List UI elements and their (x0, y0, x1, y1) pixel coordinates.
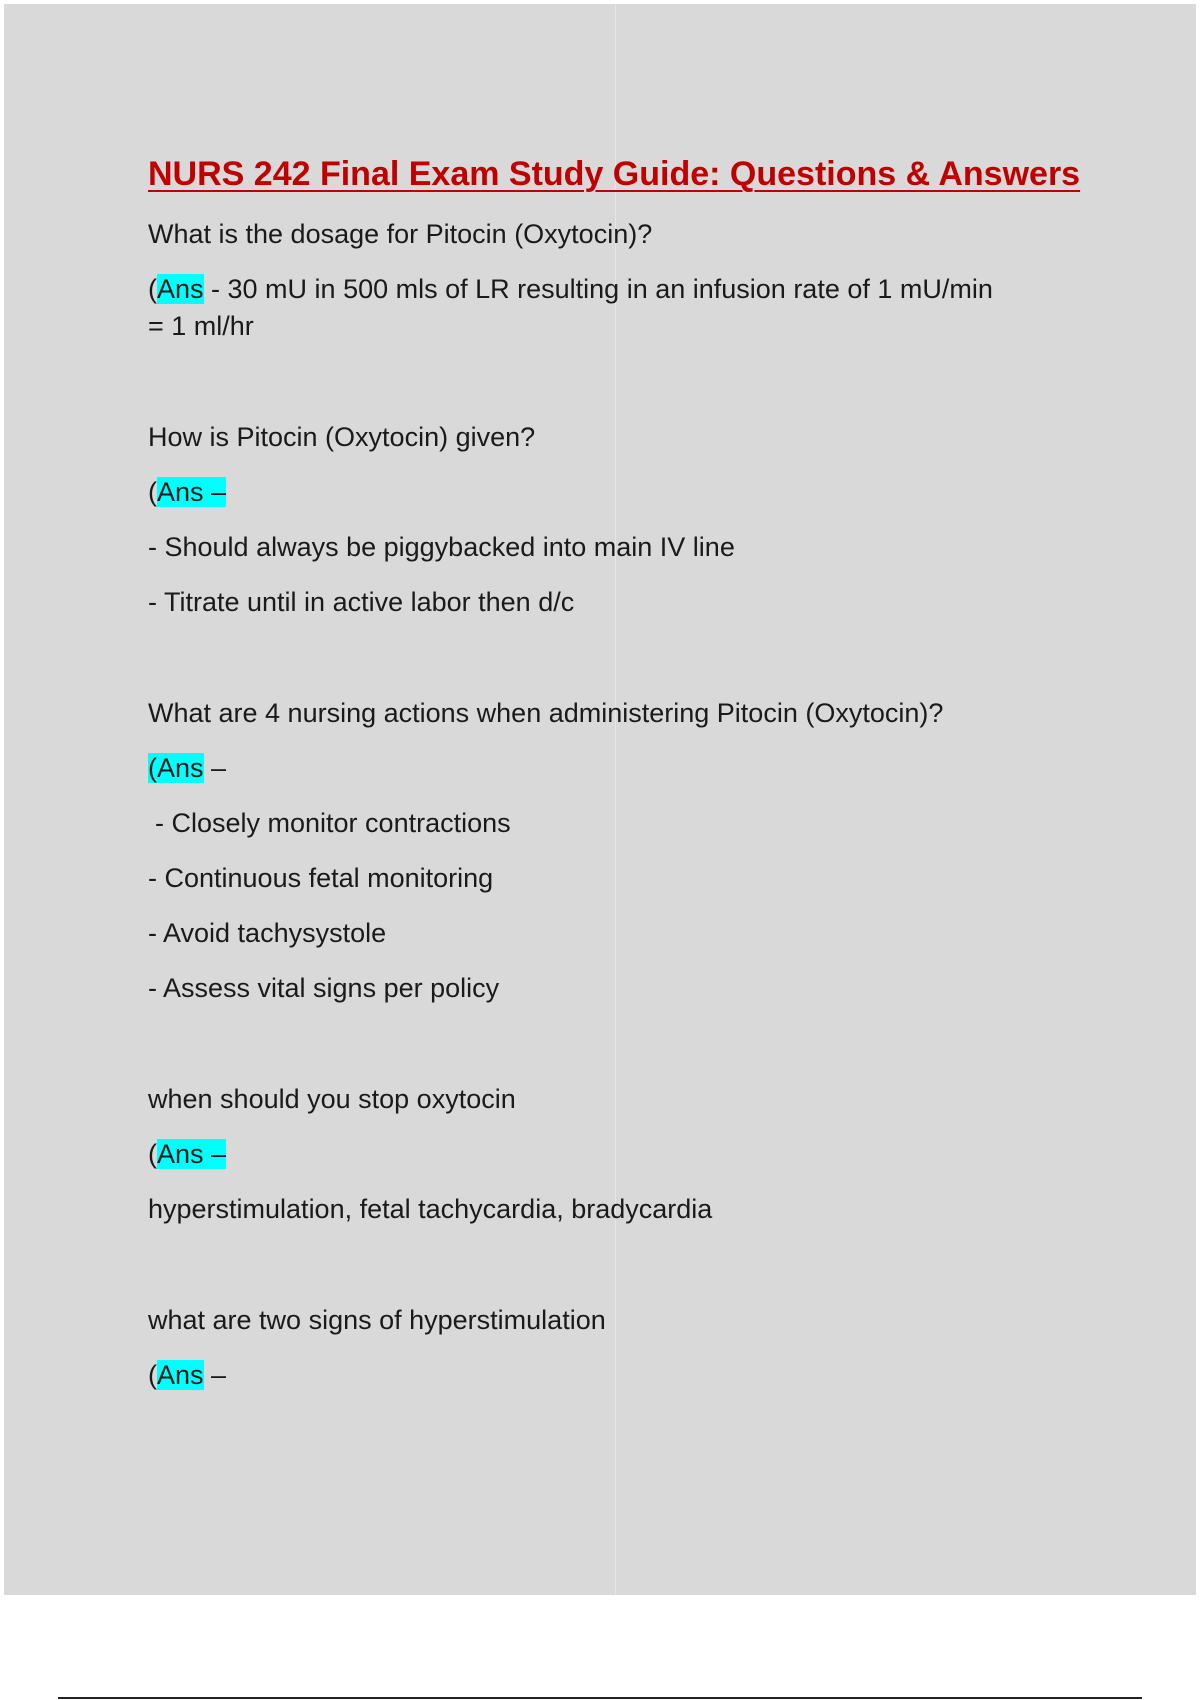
ans-highlight (148, 753, 204, 783)
ans-label: Ans (157, 753, 204, 783)
answer-5-marker (148, 1357, 1098, 1394)
footer-divider (58, 1697, 1142, 1699)
question-2: How is Pitocin (Oxytocin) given? (148, 422, 536, 452)
document-title: NURS 242 Final Exam Study Guide: Questions & Answers (148, 155, 1081, 193)
question-4: when should you stop oxytocin (148, 1084, 516, 1114)
open-paren: ( (148, 753, 157, 783)
ans-dash: – (203, 753, 227, 783)
answer-3-bullet: - Continuous fetal monitoring (148, 863, 494, 893)
ans-label: Ans (157, 1139, 204, 1169)
open-paren: ( (148, 1139, 157, 1169)
answer-1 (148, 271, 1098, 308)
answer-1-continued: = 1 ml/hr (148, 311, 254, 341)
ans-highlight (157, 1139, 226, 1169)
question-3: What are 4 nursing actions when administering Pitocin (Oxytocin)? (148, 698, 944, 728)
answer-3-bullet: - Assess vital signs per policy (148, 973, 500, 1003)
answer-2-bullet: - Should always be piggybacked into main IV line (148, 532, 735, 562)
question-5: what are two signs of hyperstimulation (148, 1305, 606, 1335)
ans-dash: – (203, 1139, 227, 1169)
answer-2-bullet: - Titrate until in active labor then d/c (148, 587, 575, 617)
spacer (148, 363, 1098, 419)
ans-dash: – (203, 477, 227, 507)
spacer (148, 1246, 1098, 1302)
ans-highlight: Ans (157, 274, 204, 304)
question-1: What is the dosage for Pitocin (Oxytocin)? (148, 219, 653, 249)
answer-2-marker (148, 474, 1098, 511)
ans-highlight (157, 477, 226, 507)
open-paren: ( (148, 274, 157, 304)
study-guide-content (148, 150, 1098, 1412)
spacer (148, 1025, 1098, 1081)
answer-3-bullet: - Avoid tachysystole (148, 918, 387, 948)
answer-3-marker (148, 750, 1098, 787)
answer-4-marker (148, 1136, 1098, 1173)
ans-highlight: Ans (157, 1360, 204, 1390)
ans-dash: – (203, 1360, 227, 1390)
answer-1-text: - 30 mU in 500 mls of LR resulting in an infusion rate of 1 mU/min (203, 274, 993, 304)
open-paren: ( (148, 477, 157, 507)
ans-label: Ans (157, 477, 204, 507)
answer-3-bullet: - Closely monitor contractions (155, 808, 511, 838)
open-paren: ( (148, 1360, 157, 1390)
spacer (148, 639, 1098, 695)
answer-4-text: hyperstimulation, fetal tachycardia, bradycardia (148, 1194, 713, 1224)
